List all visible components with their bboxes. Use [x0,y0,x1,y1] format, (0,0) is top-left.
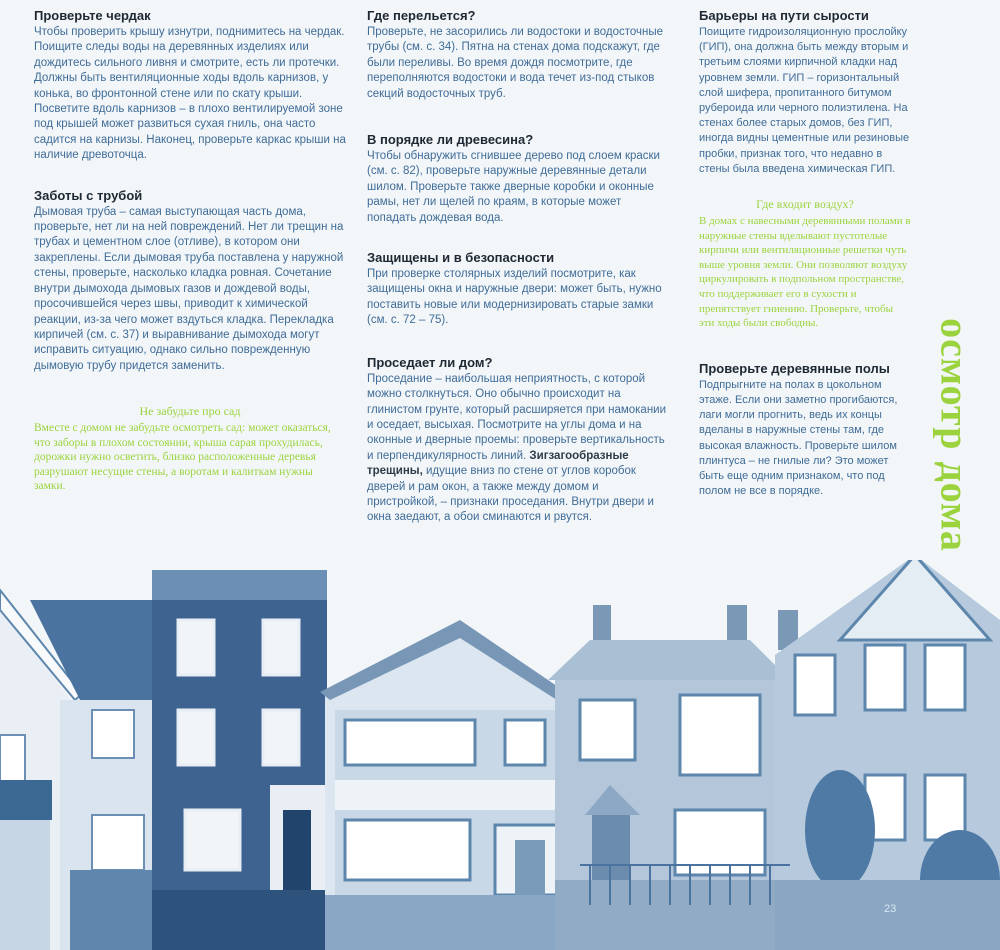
text-wood: Чтобы обнаружить сгнившее дерево под слоем краски (см. с. 82), проверьте наружные деревянные детали шилом. Проверьте также дверные коробки и оконные рамы, нет ли щелей по краям, в которые может попадать дождевая вода. [367,150,660,224]
section-floors [699,361,911,500]
houses-illustration [0,560,1000,950]
house-white [0,590,155,950]
heading-wood: В порядке ли древесина? [367,132,534,148]
text-security: При проверке столярных изделий посмотрите, как защищены окна и наружные двери: может быть, нужно поставить новые или модернизировать старые замки (см. с. 72 – 75). [367,268,662,327]
section-overflow [367,8,669,102]
heading-chimney: Заботы с трубой [34,187,143,203]
section-subsidence [367,355,669,526]
section-attic [34,8,346,164]
text-floors: Подпрыгните на полах в цокольном этаже. Если они заметно прогибаются, лаги могли прогнить, ведь их концы вделаны в наружные стены там, где высокая влажность. Проверьте шилом плинтуса – не гнилые ли? Это может быть еще одним признаком, что под полом не все в порядке. [699,378,898,498]
side-title [930,270,980,600]
heading-garden: Не забудьте про сад [139,404,241,419]
section-garden [34,404,346,494]
text-air: В домах с навесными деревянными полами в наружные стены вделывают пустотелые кирпичи или вентиляционные решетки чуть выше уровня земли. Они позволяют воздуху циркулировать в подпольном пространстве, что поддерживает его в сухости и препятствует гниению. Проверьте, чтобы эти ходы были свободны. [699,215,911,330]
text-overflow: Проверьте, не засорились ли водостоки и водосточные трубы (см. с. 34). Пятна на стенах дома подскажут, где были переливы. Во время дождя посмотрите, где переполняются водостоки и вода течет из-под стыков секций водосточных труб. [367,26,663,100]
text-subsidence-bold: Зигзагообразные трещины, [367,449,629,478]
heading-attic: Проверьте чердак [34,8,151,23]
column-2 [367,8,669,526]
side-title-text: осмотр дома [932,318,978,552]
column-1 [34,8,346,494]
text-attic: Чтобы проверить крышу изнутри, поднимитесь на чердак. Поищите следы воды на деревянных изделиях или дождитесь сильного ливня и смотрите, есть ли протечки. Должны быть вентиляционные ходы вдоль карнизов, у конька, во фронтонной стене или по скату крыши. Посветите вдоль карнизов – в плохо вентилируемой зоне под крышей может развиться сухая гниль, она часто садится на карнизы. Наконец, проверьте каркас крыши на наличие древоточца. [34,26,346,162]
section-damp [699,8,911,177]
heading-security: Защищены и в безопасности [367,250,555,266]
text-garden: Вместе с домом не забудьте осмотреть сад: может оказаться, что заборы в плохом состоянии, крыша сарая прохудилась, дорожки нужно осветить, близко расположенные деревья разрушают несущие стены, а воротам и калиткам нужны замки. [34,422,331,493]
column-3 [699,8,911,499]
heading-damp: Барьеры на пути сырости [699,8,869,23]
section-security [367,250,669,329]
text-subsidence-main: Проседание – наибольшая неприятность, с которой можно столкнуться. Оно обычно происходит на глинистом грунте, который расширяется при намокании и оседает, высыхая. Посмотрите на углы дома и на оконные и дверные проемы: проверьте вертикальность и перпендикулярность линий. [367,372,667,462]
section-wood [367,132,669,226]
heading-overflow: Где перельется? [367,8,476,23]
section-air [699,197,911,331]
text-chimney: Дымовая труба – самая выступающая часть дома, проверьте, нет ли на ней повреждений. Нет ли трещин на трубах и цементном слое (отливе), в котором они закреплены. Если дымовая труба поставлена у наружной стены, проверьте, насколько кладка ровная. Сочетание внутри дымохода дымовых газов и дождевой воды, просочившейся через швы, приводит к химической реакции, из-за чего может вздуться кладка. Перекладка кирпичей (см. с. 37) и выравнивание дымохода могут исправить ситуацию, однако сильно поврежденную дымовую трубу придется заменить. [34,205,344,372]
heading-air: Где входит воздух? [756,197,854,212]
house-blue [152,570,327,950]
page-number: 23 [884,903,897,915]
text-subsidence [367,372,669,526]
text-subsidence-rest: идущие вниз по стене от углов коробок дверей и рам окон, а также между домом и пристройкой, – признаки проседания. Внутри двери и окна заедают, а обои сминаются и рвутся. [367,465,654,524]
heading-subsidence: Проседает ли дом? [367,354,493,370]
heading-floors: Проверьте деревянные полы [699,360,890,376]
section-chimney [34,188,346,374]
text-damp: Поищите гидроизоляционную прослойку (ГИП), она должна быть между вторым и третьим слоями кирпичной кладки над уровнем земли. ГИП – горизонтальный слой шифера, пропитанного битумом рубероида или черного полиэтилена. На стенах более старых домов, без ГИП, иногда видны цементные или резиновые пробки, признак того, что недавно в стены была введена химическая ГИП. [699,26,910,175]
